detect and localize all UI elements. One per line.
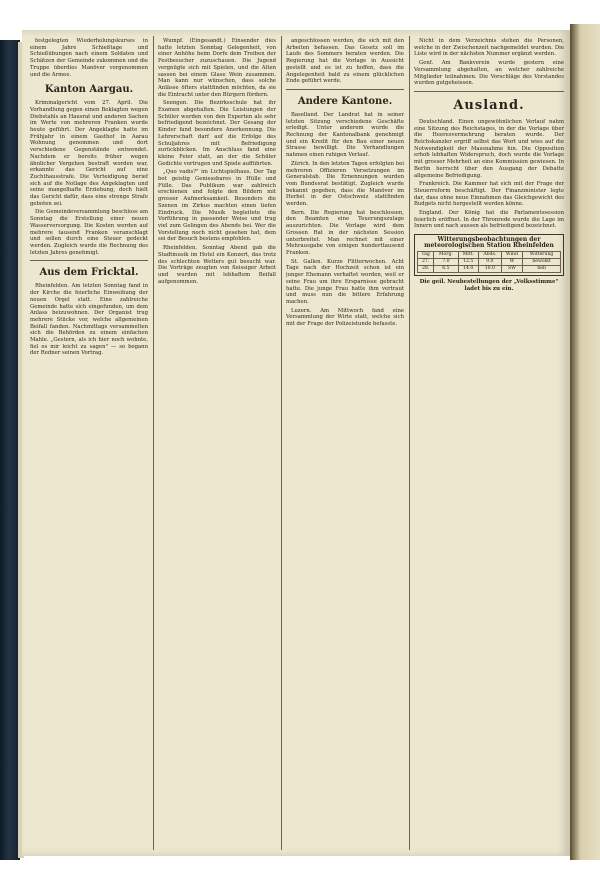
column-2 <box>158 38 276 848</box>
column-rule <box>281 36 282 850</box>
article-text: Wumpf. (Eingesandt.) Einsender dies hatte letzten Sonntag Gelegenheit, von einer Anhöhe beim Dorfe dem Treiben der Festbesucher zuzuschauen. Die Jugend vergnügte sich mit Spielen, und die Alten sassen bei einem Glase Wein zusammen. Man kann nur wünschen, dass solche Anlässe öfters stattfinden möchten, da sie die Eintracht unter den Bürgern fördern. <box>158 38 276 98</box>
table-cell: 28. <box>418 266 434 273</box>
table-cell: 14.0 <box>458 266 478 273</box>
subscription-notice: Die geil. Neubestellungen der „Volksstimme" ladet bis zu ein. <box>419 279 559 292</box>
column-1 <box>30 38 148 848</box>
table-cell: SW <box>501 266 522 273</box>
article-text: Genf. Am Bankverein wurde gestern eine Versammlung abgehalten, an welcher zahlreiche Mitglieder teilnahmen. Die Vorschläge des Vorstandes wurden gutgeheissen. <box>414 60 564 87</box>
article-text: Nicht in dem Verzeichnis stehen die Personen, welche in der Zwischenzeit nachgemeldet wurden. Die Liste wird in der nächsten Nummer ergänzt werden. <box>414 38 564 58</box>
book-spine <box>0 40 20 860</box>
article-lead: festgelegten Wiederholungskurses in einem Jahre Schießtage und Schießübungen nach einem Soldaten und Schätzen der Gemeinde zukommen und die Truppe überdies Manöver vorgenommen und die Armee. <box>30 38 148 78</box>
column-3 <box>286 38 404 848</box>
article-text: Luzern. Am Mittwoch fand eine Versammlung der Wirte statt, welche sich mit der Frage der Polizeistunde befasste. <box>286 307 404 328</box>
article-text: Kriminalgericht vom 27. April. Die Vorhandlung gegen einen Beklagten wegen Diebstahls an Hausrat und anderen Sachen im Werte von mehreren Franken wurde heute geführt. Der Angeklagte hatte im Frühjahr in einem Gasthof in Aarau Wohnung genommen und dort verschiedene Gegenstände entwendet. Nachdem er bereits früher wegen ähnlicher Vergehen bestraft worden war, erkannte das Gericht auf eine Zuchthausstrafe. Die Verteidigung berief sich auf die Notlage des Angeklagten und seine mangelhafte Erziehung, doch hielt das Gericht dafür, dass eine strenge Strafe geboten sei. <box>30 100 148 207</box>
table-cell: hell <box>523 266 561 273</box>
table-header-cell: Mitt. <box>458 252 478 259</box>
weather-box-title: Witterungsbeobachtungen der meteorologischen Station Rheinfelden <box>424 236 554 250</box>
article-text: Frankreich. Die Kammer hat sich mit der Frage der Steuerreform beschäftigt. Der Finanzminister legte dar, dass ohne neue Einnahmen das Gleichgewicht des Budgets nicht hergestellt werden könne. <box>414 181 564 208</box>
column-rule <box>153 36 154 850</box>
article-text: Deutschland. Einen ungewöhnlichen Verlauf nahm eine Sitzung des Reichstages, in der die Vorlage über die Heeresvermehrung beraten wurde. Der Reichskanzler ergriff selbst das Wort und wies auf die Notwendigkeit der Massnahme hin. Die Opposition erhob lebhaften Widerspruch, doch wurde die Vorlage mit grosser Mehrheit an eine Kommission gewiesen. In Berlin herrscht über den Ausgang der Debatte allgemeine Befriedigung. <box>414 118 564 179</box>
article-text: Bern. Die Regierung hat beschlossen, den Beamten eine Teuerungszulage auszurichten. Die Vorlage wird dem Grossen Rat in der nächsten Session unterbreitet. Man rechnet mit einer Mehrausgabe von einigen hunderttausend Franken. <box>286 209 404 256</box>
article-text: England. Der König hat die Parlamentssession feierlich eröffnet. In der Thronrede wurde die Lage im Innern und nach aussen als befriedigend bezeichnet. <box>414 210 564 230</box>
table-row <box>418 266 561 273</box>
article-text: Seengen. Die Bezirksschule hat ihr Examen abgehalten. Die Leistungen der Schüler wurden von den Experten als sehr befriedigend bezeichnet. Der Gesang der Kinder fand besondere Anerkennung. Die Lehrerschaft darf auf die Erfolge des Schuljahres mit Befriedigung zurückblicken. Im Anschluss fand eine kleine Feier statt, an der die Schüler Gedichte vortrugen und Spiele aufführten. <box>158 100 276 167</box>
weather-table <box>417 251 561 273</box>
newspaper-page <box>22 30 570 856</box>
table-cell: 12.5 <box>458 259 478 266</box>
weather-observations-box <box>414 234 564 276</box>
facing-page-edge <box>570 24 600 860</box>
table-header-cell: Tag <box>418 252 434 259</box>
article-text: angeschlossen werden, die sich mit den Arbeiten befassen. Das Gesetz soll im Laufe des Sommers beraten werden. Die Regierung hat die Vorlage in Aussicht gestellt und es ist zu hoffen, dass die Angelegenheit bald zu einem glücklichen Ende geführt werde. <box>286 38 404 85</box>
table-cell: 6.5 <box>434 266 458 273</box>
divider <box>30 260 148 261</box>
table-row <box>418 259 561 266</box>
section-heading-ausland: Ausland. <box>453 97 525 113</box>
article-text: „Quo vadis?" im Lichtspielhaus. Der Tag bot geistig Geniessbares in Hülle und Fülle. Das Publikum war zahlreich erschienen und folgte den Bildern mit grosser Aufmerksamkeit. Besonders die Szenen im Zirkus machten einen tiefen Eindruck. Die Musik begleitete die Vorführung in passender Weise und trug viel zum Gelingen des Abends bei. Wer die Vorstellung noch nicht gesehen hat, dem sei der Besuch bestens empfohlen. <box>158 169 276 243</box>
article-text: Zürich. In den letzten Tagen erfolgten bei mehreren Offizieren Versetzungen im Generalstab. Die Ernennungen wurden vom Bundesrat bestätigt. Zugleich wurde bekannt gegeben, dass die Manöver im Herbst in der Ostschweiz stattfinden werden. <box>286 160 404 208</box>
article-text: Die Gemeindeversammlung beschloss am Sonntag die Erstellung einer neuen Wasserversorgung. Die Kosten werden auf mehrere tausend Franken veranschlagt und sollen durch eine Steuer gedeckt werden. Zugleich wurde die Rechnung des letzten Jahres genehmigt. <box>30 209 148 256</box>
table-header-row <box>418 252 561 259</box>
table-cell: 27. <box>418 259 434 266</box>
divider <box>286 89 404 90</box>
table-cell: 7.0 <box>434 259 458 266</box>
table-header-cell: Wind <box>501 252 522 259</box>
section-heading-andere-kantone: Andere Kantone. <box>297 95 393 107</box>
table-header-cell: Abds. <box>478 252 501 259</box>
article-text: Baselland. Der Landrat hat in seiner letzten Sitzung verschiedene Geschäfte erledigt. Unter anderem wurde die Rechnung der Kantonalbank genehmigt und ein Kredit für den Bau einer neuen Strasse bewilligt. Die Verhandlungen nahmen einen ruhigen Verlauf. <box>286 111 404 159</box>
table-cell: 9.0 <box>478 259 501 266</box>
column-4 <box>414 38 564 848</box>
section-heading-fricktal: Aus dem Fricktal. <box>39 267 139 279</box>
table-cell: 10.0 <box>478 266 501 273</box>
divider <box>414 91 564 92</box>
column-rule <box>409 36 410 850</box>
table-cell: bewölkt <box>523 259 561 266</box>
table-header-cell: Witterung <box>523 252 561 259</box>
article-text: St. Gallen. Kurze Flitterwochen. Acht Tage nach der Hochzeit schon ist ein junger Ehemann verhaftet worden, weil er seine Frau um ihre Ersparnisse gebracht hatte. Die junge Frau hatte ihm vertraut und muss nun die bittere Erfahrung machen. <box>286 258 404 305</box>
article-text: Rheinfelden. Sonntag Abend gab die Stadtmusik im Hotel ein Konzert, das trotz des schlechten Wetters gut besucht war. Die Vorträge zeugten von fleissiger Arbeit und wurden mit lebhaftem Beifall aufgenommen. <box>158 245 276 285</box>
table-cell: W <box>501 259 522 266</box>
article-text: Rheinfelden. Am letzten Sonntag fand in der Kirche die feierliche Einweihung der neuen Orgel statt. Eine zahlreiche Gemeinde hatte sich eingefunden, um dem Anlass beizuwohnen. Der Organist trug mehrere Stücke vor, welche allgemeinen Beifall fanden. Nachmittags versammelten sich die Behörden zu einem einfachen Mahle. „Gestern, als ich hier noch wohnte, fiel es mir leicht zu sagen" — so begann der Redner seinen Vortrag. <box>30 283 148 357</box>
table-header-cell: Morg. <box>434 252 458 259</box>
section-heading-kanton-aargau: Kanton Aargau. <box>44 84 134 96</box>
